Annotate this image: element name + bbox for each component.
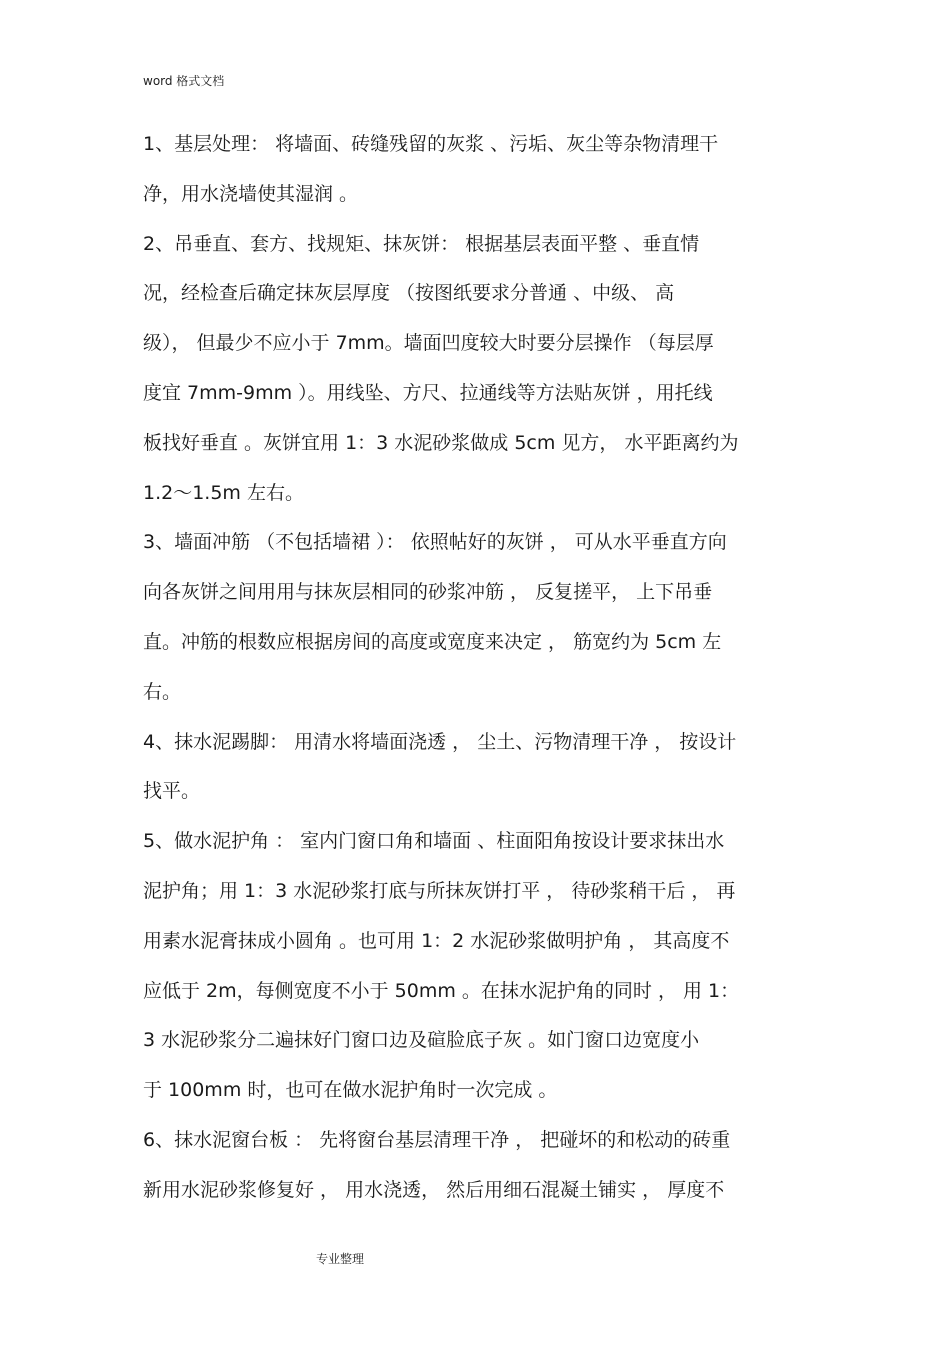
text-line: 右。 xyxy=(143,680,182,703)
text-line: 板找好垂直 。灰饼宜用 1：3 水泥砂浆做成 5cm 见方， 水平距离约为 xyxy=(143,431,739,454)
text-line: 找平。 xyxy=(143,780,201,803)
text-line: 直。冲筋的根数应根据房间的高度或宽度来决定 ， 筋宽约为 5cm 左 xyxy=(143,630,722,653)
text-line: 2、吊垂直、套方、找规矩、抹灰饼： 根据基层表面平整 、垂直情 xyxy=(143,232,700,255)
text-line: 1.2～1.5m 左右。 xyxy=(143,481,304,504)
text-line: 用素水泥膏抹成小圆角 。也可用 1：2 水泥砂浆做明护角 ， 其高度不 xyxy=(143,929,730,952)
document-body xyxy=(143,120,808,1216)
text-line: 净，用水浇墙使其湿润 。 xyxy=(143,182,359,205)
text-line: 3、墙面冲筋 （不包括墙裙 ）： 依照帖好的灰饼 ， 可从水平垂直方向 xyxy=(143,531,727,554)
text-line: 向各灰饼之间用用与抹灰层相同的砂浆冲筋 ， 反复搓平， 上下吊垂 xyxy=(143,581,713,604)
text-line: 6、抹水泥窗台板 ： 先将窗台基层清理干净 ， 把碰坏的和松动的砖重 xyxy=(143,1128,731,1151)
text-line: 泥护角；用 1：3 水泥砂浆打底与所抹灰饼打平 ， 待砂浆稍干后 ， 再 xyxy=(143,879,736,902)
text-line: 度宜 7mm-9mm ）。用线坠、方尺、拉通线等方法贴灰饼 ，用托线 xyxy=(143,381,713,404)
text-line: 5、做水泥护角 ： 室内门窗口角和墙面 、柱面阳角按设计要求抹出水 xyxy=(143,830,725,853)
text-line: 级）， 但最少不应小于 7mm。墙面凹度较大时要分层操作 （每层厚 xyxy=(143,332,714,355)
text-line: 3 水泥砂浆分二遍抹好门窗口边及碹脸底子灰 。如门窗口边宽度小 xyxy=(143,1029,700,1052)
text-line: 1、基层处理： 将墙面、砖缝残留的灰浆 、污垢、灰尘等杂物清理干 xyxy=(143,133,719,155)
page-header: word 格式文档 xyxy=(143,74,225,88)
text-line: 应低于 2m，每侧宽度不小于 50mm 。在抹水泥护角的同时 ， 用 1： xyxy=(143,979,740,1002)
text-line: 况，经检查后确定抹灰层厚度 （按图纸要求分普通 、中级、 高 xyxy=(143,282,675,305)
text-line: 4、抹水泥踢脚： 用清水将墙面浇透 ， 尘土、污物清理干净 ， 按设计 xyxy=(143,730,737,753)
text-line: 新用水泥砂浆修复好 ， 用水浇透， 然后用细石混凝土铺实 ， 厚度不 xyxy=(143,1178,725,1201)
text-line: 于 100mm 时，也可在做水泥护角时一次完成 。 xyxy=(143,1079,558,1102)
page-footer: 专业整理 xyxy=(316,1252,365,1266)
